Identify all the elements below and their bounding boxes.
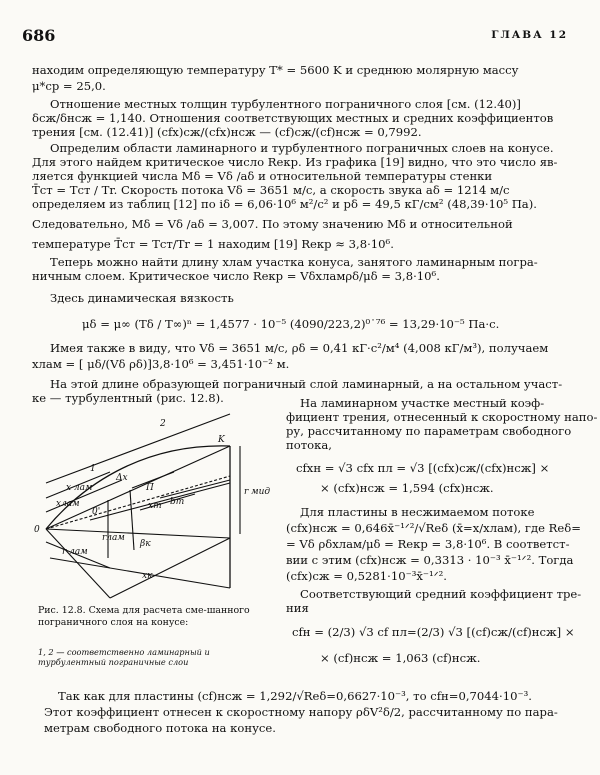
- text-line: (cfx)сж = 0,5281·10⁻³x̄⁻¹ᐟ².: [286, 569, 447, 583]
- figure-label: x лам: [66, 483, 93, 493]
- text-line: метрам свободного потока на конусе.: [44, 721, 276, 735]
- text-line: фициент трения, отнесенный к скоростному напо-: [286, 410, 598, 424]
- figure-caption: Рис. 12.8. Схема для расчета сме-шанного пограничного слоя на конусе:: [38, 605, 250, 628]
- figure-label: xт: [148, 501, 162, 511]
- equation-cfx-cont: × (cfx)нсж = 1,594 (cfx)нсж.: [320, 481, 494, 495]
- text-line: ничным слоем. Критическое число Reкр = Vδxламρδ/μδ = 3,8·10⁶.: [32, 269, 440, 283]
- text-line: μ*ср = 25,0.: [32, 79, 106, 93]
- chapter-header: ГЛАВА 12: [491, 29, 568, 41]
- text-line: Отношение местных толщин турбулентного пограничного слоя [см. (12.40)]: [50, 97, 521, 111]
- cone-boundary-layer-figure: [30, 408, 280, 602]
- figure-label: 2: [160, 419, 166, 429]
- text-line: Этот коэффициент отнесен к скоростному напору ρδV²δ/2, рассчитанному по пара-: [44, 705, 558, 719]
- text-line: трения [см. (12.41)] (cfx)сж/(cfx)нсж — (cf)сж/(cf)нсж = 0,7992.: [32, 125, 422, 139]
- figure-label: r лам: [62, 547, 88, 557]
- text-line: Следовательно, Mδ = Vδ /aδ = 3,007. По этому значению Mδ и относительной: [32, 217, 513, 231]
- figure-label: bт: [170, 497, 185, 507]
- text-line: Так как для пластины (cf)нсж = 1,292/√Reδ=0,6627·10⁻³, то cfн=0,7044·10⁻³.: [58, 689, 532, 703]
- figure-label: П: [146, 483, 154, 493]
- text-line: Теперь можно найти длину xлам участка конуса, занятого ламинарным погра-: [50, 255, 538, 269]
- equation-cf-mean-cont: × (cf)нсж = 1,063 (cf)нсж.: [320, 651, 481, 665]
- text-line: T̄ст = Tст / Tr. Скорость потока Vδ = 3651 м/с, а скорость звука aδ = 1214 м/с: [32, 183, 510, 197]
- text-line: ру, рассчитанному по параметрам свободного: [286, 424, 572, 438]
- text-line: ния: [286, 601, 309, 615]
- figure-label: 0: [34, 525, 40, 535]
- figure-note: 1, 2 — соответственно ламинарный и турбулентный пограничные слои: [38, 647, 210, 667]
- text-line: На этой длине образующей пограничный слой ламинарный, а на остальном участ-: [50, 377, 563, 391]
- text-line: На ламинарном участке местный коэф-: [300, 396, 545, 410]
- equation-cf-mean: cfн = (2/3) √3 cf пл=(2/3) √3 [(cf)сж/(cf)нсж] ×: [292, 625, 575, 639]
- text-line: Имея также в виду, что Vδ = 3651 м/с, ρδ = 0,41 кГ·с²/м⁴ (4,008 кГ/м³), получаем: [50, 341, 549, 355]
- equation-cfx: cfxн = √3 cfx пл = √3 [(cfx)сж/(cfx)нсж] ×: [296, 461, 550, 475]
- figure-label: Δx: [116, 473, 128, 483]
- figure-label: xлам: [56, 499, 80, 509]
- figure-label: r мид: [244, 487, 271, 497]
- text-line: вии с этим (cfx)нсж = 0,3313 · 10⁻³ x̄⁻¹ᐟ². Тогда: [286, 553, 574, 567]
- figure-label: K: [218, 435, 225, 445]
- text-line: Здесь динамическая вязкость: [50, 291, 234, 305]
- figure-label: 0': [92, 507, 101, 517]
- text-line: Для этого найдем критическое число Reкр. Из графика [19] видно, что это число яв-: [32, 155, 558, 169]
- text-line: температуре T̄ст = Tст/Tr = 1 находим [19] Reкр ≈ 3,8·10⁶.: [32, 237, 394, 251]
- equation-viscosity: μδ = μ∞ (Tδ / T∞)ⁿ = 1,4577 · 10⁻⁵ (4090/223,2)⁰˙⁷⁶ = 13,29·10⁻⁵ Па·с.: [82, 317, 500, 331]
- text-line: находим определяющую температуру T* = 5600 K и среднюю молярную массу: [32, 63, 519, 77]
- text-line: Соответствующий средний коэффициент тре-: [300, 587, 582, 601]
- page-number: 686: [22, 26, 56, 45]
- text-line: определяем из таблиц [12] по iδ = 6,06·10⁶ м²/с² и pδ = 49,5 кГ/см² (48,39·10⁵ Па).: [32, 197, 537, 211]
- text-line: Определим области ламинарного и турбулентного пограничных слоев на конусе.: [50, 141, 554, 155]
- text-line: ке — турбулентный (рис. 12.8).: [32, 391, 224, 405]
- text-line: xлам = [ μδ/(Vδ ρδ)]3,8·10⁶ = 3,451·10⁻² м.: [32, 357, 290, 371]
- figure-label: βк: [140, 539, 151, 549]
- figure-label: xк: [142, 571, 153, 581]
- figure-label: 1: [90, 464, 96, 474]
- text-line: ляется функцией числа Mδ = Vδ /aδ и относительной температуры стенки: [32, 169, 493, 183]
- text-line: Для пластины в несжимаемом потоке: [300, 505, 535, 519]
- text-line: δсж/δнсж = 1,140. Отношения соответствующих местных и средних коэффициентов: [32, 111, 554, 125]
- text-line: = Vδ ρδxлам/μδ = Reкр = 3,8·10⁶. В соответст-: [286, 537, 570, 551]
- text-line: потока,: [286, 438, 332, 452]
- figure-label: rлам: [102, 533, 125, 543]
- text-line: (cfx)нсж = 0,646x̄⁻¹ᐟ²/√Reδ (x̄=x/xлам), где Reδ=: [286, 521, 581, 535]
